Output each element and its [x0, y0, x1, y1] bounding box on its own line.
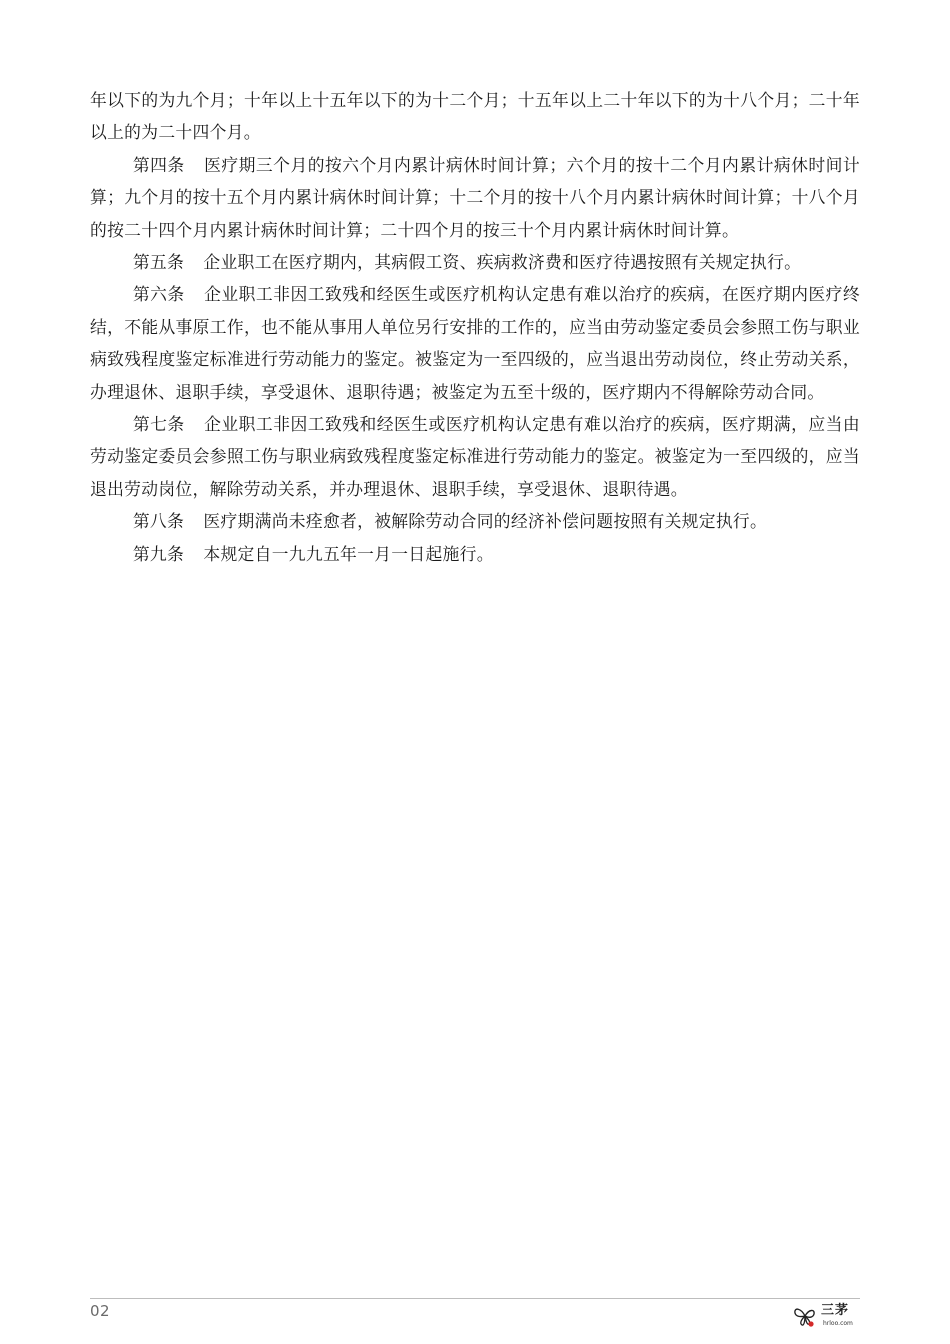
brand-logo[interactable]: [792, 1300, 862, 1336]
article-number: 第四条: [132, 154, 185, 175]
logo-domain: hrloo.com: [823, 1320, 853, 1327]
butterfly-logo-icon: [792, 1302, 818, 1328]
article-5: [90, 246, 860, 278]
paragraph-text: 年以下的为九个月；十年以上十五年以下的为十二个月；十五年以上二十年以下的为十八个月；二十年以上的为二十四个月。: [90, 90, 860, 143]
paragraph-text: 企业职工非因工致残和经医生或医疗机构认定患有难以治疗的疾病，在医疗期内医疗终结，不能从事原工作，也不能从事用人单位另行安排的工作的，应当由劳动鉴定委员会参照工伤与职业病致残程度鉴定标准进行劳动能力的鉴定。被鉴定为一至四级的，应当退出劳动岗位，终止劳动关系，办理退休、退职手续，享受退休、退职待遇；被鉴定为五至十级的，医疗期内不得解除劳动合同。: [90, 284, 860, 402]
article-number: 第七条: [132, 414, 185, 435]
paragraph-continuation: [90, 84, 860, 149]
paragraph-text: 企业职工在医疗期内，其病假工资、疾病救济费和医疗待遇按照有关规定执行。: [203, 252, 802, 273]
paragraph-text: 本规定自一九九五年一月一日起施行。: [203, 543, 494, 564]
paragraph-text: 医疗期三个月的按六个月内累计病休时间计算；六个月的按十二个月内累计病休时间计算；九个月的按十五个月内累计病休时间计算；十二个月的按十八个月内累计病休时间计算；十八个月的按二十四个月内累计病休时间计算；二十四个月的按三十个月内累计病休时间计算。: [90, 154, 860, 240]
article-8: [90, 505, 860, 537]
article-9: [90, 538, 860, 570]
article-number: 第八条: [132, 511, 185, 532]
article-7: [90, 408, 860, 505]
paragraph-text: 企业职工非因工致残和经医生或医疗机构认定患有难以治疗的疾病，医疗期满，应当由劳动鉴定委员会参照工伤与职业病致残程度鉴定标准进行劳动能力的鉴定。被鉴定为一至四级的，应当退出劳动岗位，解除劳动关系，并办理退休、退职手续，享受退休、退职待遇。: [90, 414, 860, 499]
article-6: [90, 278, 860, 408]
article-number: 第五条: [132, 252, 185, 273]
page-number: 02: [90, 1302, 111, 1320]
article-number: 第六条: [132, 284, 185, 305]
article-4: [90, 149, 860, 246]
article-number: 第九条: [132, 543, 185, 564]
footer-divider: [90, 1298, 860, 1299]
paragraph-text: 医疗期满尚未痊愈者，被解除劳动合同的经济补偿问题按照有关规定执行。: [203, 511, 768, 532]
document-body: [90, 84, 860, 570]
logo-name: 三茅: [821, 1303, 850, 1318]
